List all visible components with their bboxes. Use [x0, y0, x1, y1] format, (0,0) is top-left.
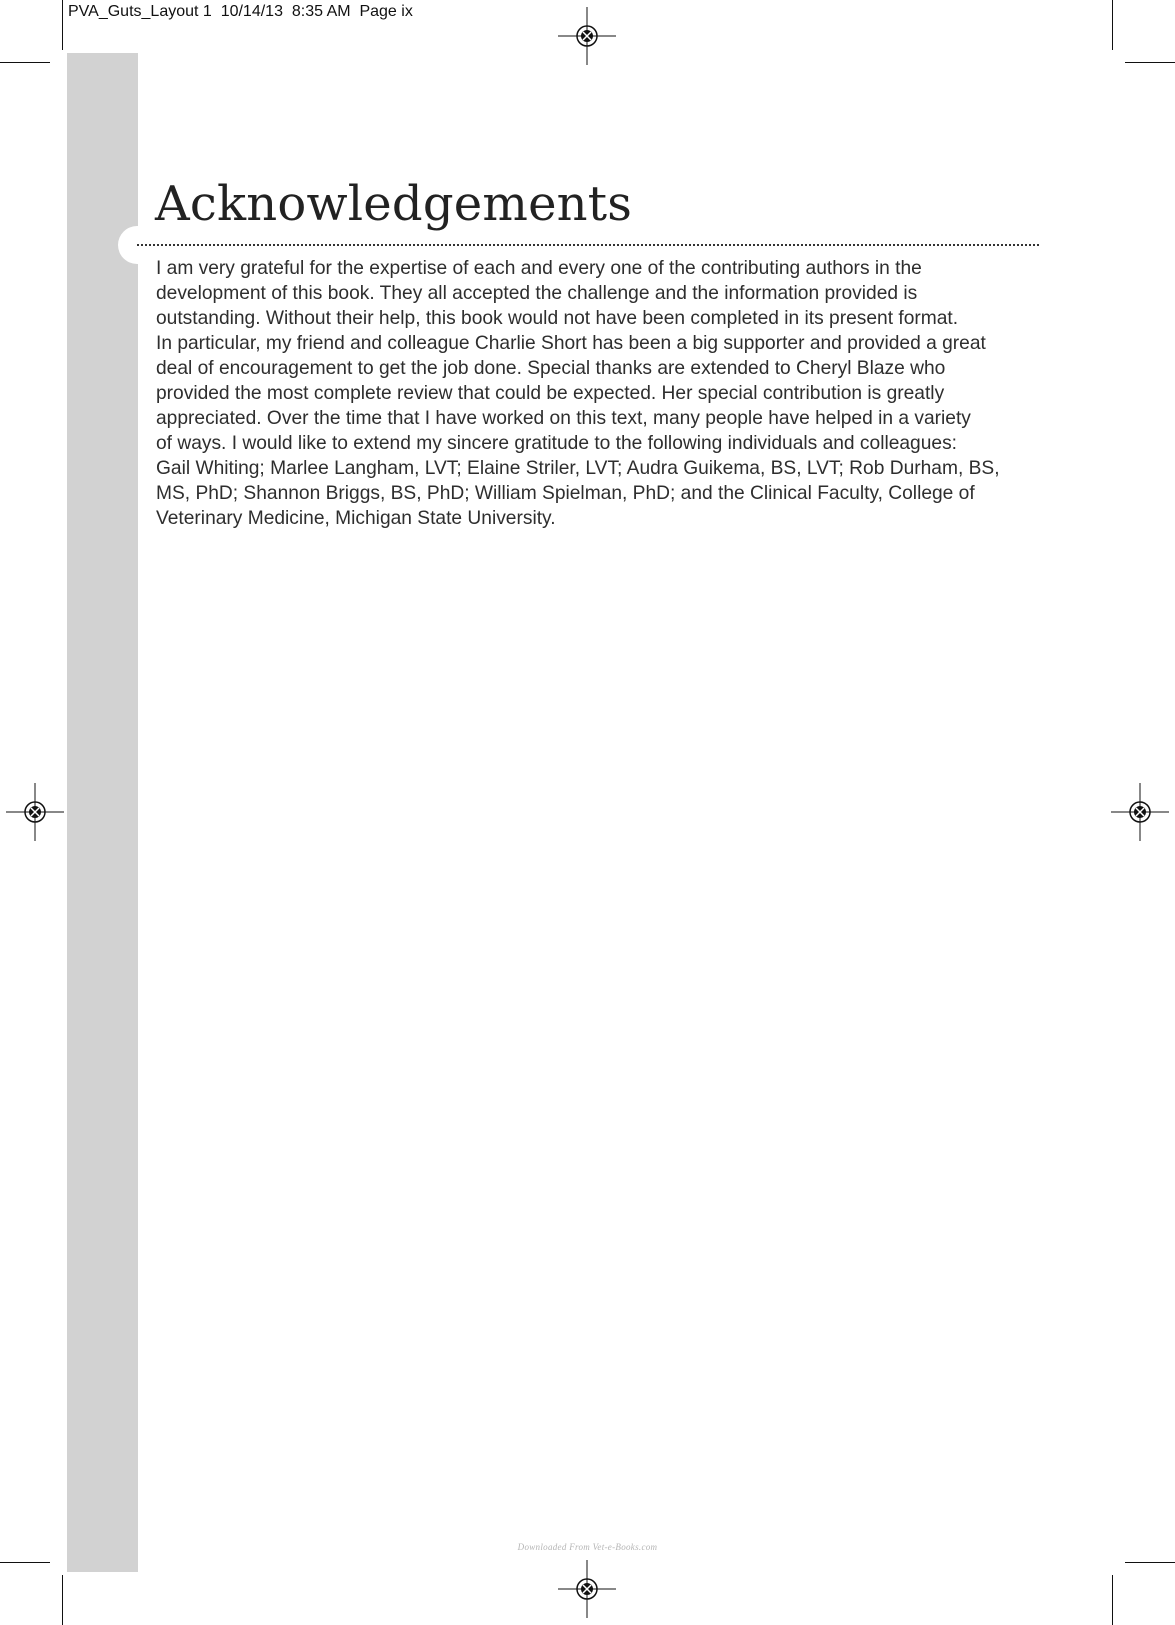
- registration-mark-bottom-icon: [556, 1558, 618, 1620]
- gray-sidebar-band: [67, 53, 138, 1572]
- crop-mark-top-right-vertical: [1112, 0, 1113, 50]
- dotted-rule: [137, 244, 1039, 246]
- acknowledgements-paragraph: [156, 256, 1041, 531]
- crop-mark-top-right-horizontal: [1125, 62, 1175, 63]
- slug-line: PVA_Guts_Layout 1 10/14/13 8:35 AM Page ix: [68, 3, 413, 20]
- paragraph-line: I am very grateful for the expertise of each and every one of the contributing authors in the: [156, 258, 922, 279]
- crop-mark-bottom-left-horizontal: [0, 1562, 50, 1563]
- download-watermark: Downloaded From Vet-e-Books.com: [517, 1542, 658, 1552]
- paragraph-line: MS, PhD; Shannon Briggs, BS, PhD; William Spielman, PhD; and the Clinical Faculty, College of: [156, 483, 975, 504]
- paragraph-line: deal of encouragement to get the job done. Special thanks are extended to Cheryl Blaze who: [156, 358, 946, 379]
- paragraph-line: Veterinary Medicine, Michigan State University.: [156, 508, 556, 529]
- crop-mark-top-left-vertical: [62, 0, 63, 50]
- paragraph-line: Gail Whiting; Marlee Langham, LVT; Elaine Striler, LVT; Audra Guikema, BS, LVT; Rob Durham, BS,: [156, 458, 1000, 479]
- crop-mark-top-left-horizontal: [0, 62, 50, 63]
- registration-mark-left-icon: [4, 781, 66, 843]
- paragraph-line: development of this book. They all accepted the challenge and the information provided is: [156, 283, 918, 304]
- paragraph-line: outstanding. Without their help, this book would not have been completed in its present format.: [156, 308, 959, 329]
- registration-mark-right-icon: [1109, 781, 1171, 843]
- crop-mark-bottom-right-horizontal: [1125, 1562, 1175, 1563]
- page-title: Acknowledgements: [155, 176, 633, 232]
- paragraph-line: of ways. I would like to extend my sincere gratitude to the following individuals and colleagues:: [156, 433, 957, 454]
- crop-mark-bottom-right-vertical: [1112, 1575, 1113, 1625]
- registration-mark-top-icon: [556, 5, 618, 67]
- paragraph-line: In particular, my friend and colleague Charlie Short has been a big supporter and provided a great: [156, 333, 986, 354]
- crop-mark-bottom-left-vertical: [62, 1575, 63, 1625]
- paragraph-line: provided the most complete review that could be expected. Her special contribution is greatly: [156, 383, 945, 404]
- paragraph-line: appreciated. Over the time that I have worked on this text, many people have helped in a variety: [156, 408, 971, 429]
